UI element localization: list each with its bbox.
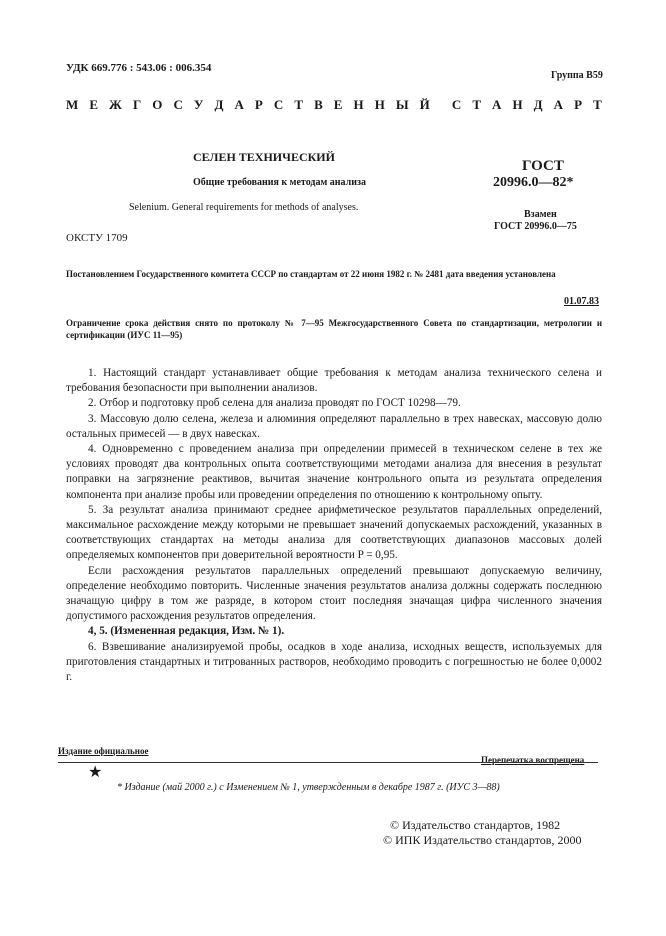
replaces-number: ГОСТ 20996.0—75 — [494, 221, 577, 232]
paragraph-6: 6. Взвешивание анализируемой пробы, осадков в ходе анализа, исходных веществ, используемых для приготовления стандартных и титрованных растворов, необходимо проводить с погрешностью не более 0,0002 г. — [66, 640, 602, 684]
edition-footnote: * Издание (май 2000 г.) с Изменением № 1, утвержденным в декабре 1987 г. (ИУС 3—88) — [117, 782, 500, 793]
star-icon: ★ — [88, 764, 103, 781]
english-title: Selenium. General requirements for methods of analyses. — [129, 202, 359, 213]
paragraph-2: 2. Отбор и подготовку проб селена для анализа проводят по ГОСТ 10298—79. — [88, 397, 461, 410]
banner-letter: С — [173, 97, 183, 112]
group-code: Группа В59 — [551, 70, 603, 81]
limitation-text: Ограничение срока действия снято по протоколу № 7—95 Межгосударственного Совета по стандартизации, метрологии и сертификации (ИУС 11—95) — [66, 318, 602, 340]
banner-letter: А — [234, 97, 244, 112]
okstu-code: ОКСТУ 1709 — [66, 232, 128, 244]
paragraph-5: 5. За результат анализа принимают среднее арифметическое результатов параллельных определений, максимальное расхождение между которыми не превышает значений допускаемых расхождений, указанных в соответствующих стандартах на методы анализа для соответствующих диапазонов массовых долей определяемых компонентов при доверительной вероятности P = 0,95. — [66, 503, 602, 562]
banner-letter: У — [193, 97, 204, 112]
banner-letter: Ж — [109, 97, 122, 112]
document-subtitle: Общие требования к методам анализа — [193, 177, 367, 188]
banner-letter: Н — [353, 97, 364, 112]
reprint-prohibited-label: Перепечатка воспрещена — [481, 755, 585, 765]
document-body — [66, 366, 602, 685]
amendment-note: 4, 5. (Измененная редакция, Изм. № 1). — [88, 625, 285, 638]
banner-letter: Д — [214, 97, 224, 112]
banner-letter: Т — [593, 97, 602, 112]
banner-letter: С — [273, 97, 284, 112]
banner-letter: А — [492, 97, 502, 112]
official-edition-label: Издание официальное — [58, 746, 149, 756]
udk-code: УДК 669.776 : 543.06 : 006.354 — [66, 62, 212, 74]
gost-number: 20996.0—82* — [493, 175, 574, 190]
effective-date: 01.07.83 — [564, 296, 599, 307]
banner-letter: М — [66, 97, 79, 112]
paragraph-4: 4. Одновременно с проведением анализа при определении примесей в техническом селене в тех же условиях проводят два контрольных опыта соответствующими методами анализа для внесения в результат поправки на загрязнение реактивов, вычитая значение контрольного опыта из результата определения компонента при анализе пробы или проведении определения по отношению к контрольному опыту. — [66, 443, 602, 501]
banner-letter: О — [152, 97, 163, 112]
banner-letter: Р — [574, 97, 583, 112]
interstate-standard-banner — [66, 97, 602, 113]
banner-letter: Р — [254, 97, 263, 112]
banner-letter: Й — [419, 97, 430, 112]
banner-letter: Д — [533, 97, 543, 112]
paragraph-1: 1. Настоящий стандарт устанавливает общие требования к методам анализа технического селена и требования безопасности при выполнении анализов. — [66, 367, 602, 395]
paragraph-3: 3. Массовую долю селена, железа и алюминия определяют параллельно в трех навесках, массовую долю остальных примесей — в двух навесках. — [66, 412, 602, 440]
banner-letter: С — [451, 97, 462, 112]
banner-letter: А — [553, 97, 564, 112]
paragraph-5b: Если расхождения результатов параллельных определений превышают допускаемую величину, определение необходимо повторить. Численные значения результатов анализа должны содержать последнюю значащую цифру в том же разряде, в котором стоит последняя значащая цифра численного значения допустимого расхождения результатов определения. — [66, 564, 602, 623]
banner-letter: Ы — [395, 97, 409, 112]
banner-letter: Е — [333, 97, 343, 112]
banner-letter: Н — [512, 97, 523, 112]
document-title: СЕЛЕН ТЕХНИЧЕСКИЙ — [193, 150, 335, 164]
copyright-2000: © ИПК Издательство стандартов, 2000 — [383, 833, 582, 847]
footer-rule — [58, 762, 598, 763]
banner-letter: Т — [294, 97, 304, 112]
replaces-label: Взамен — [524, 209, 557, 220]
copyright-1982: © Издательство стандартов, 1982 — [390, 818, 561, 832]
banner-letter: В — [314, 97, 323, 112]
banner-letter: Г — [132, 97, 142, 112]
banner-letter: Н — [374, 97, 385, 112]
banner-letter: Е — [89, 97, 98, 112]
decree-text: Постановлением Государственного комитета СССР по стандартам от 22 июня 1982 г. № 2481 дата введения установлена — [66, 269, 556, 279]
banner-letter: Т — [472, 97, 481, 112]
gost-label: ГОСТ — [522, 158, 564, 174]
